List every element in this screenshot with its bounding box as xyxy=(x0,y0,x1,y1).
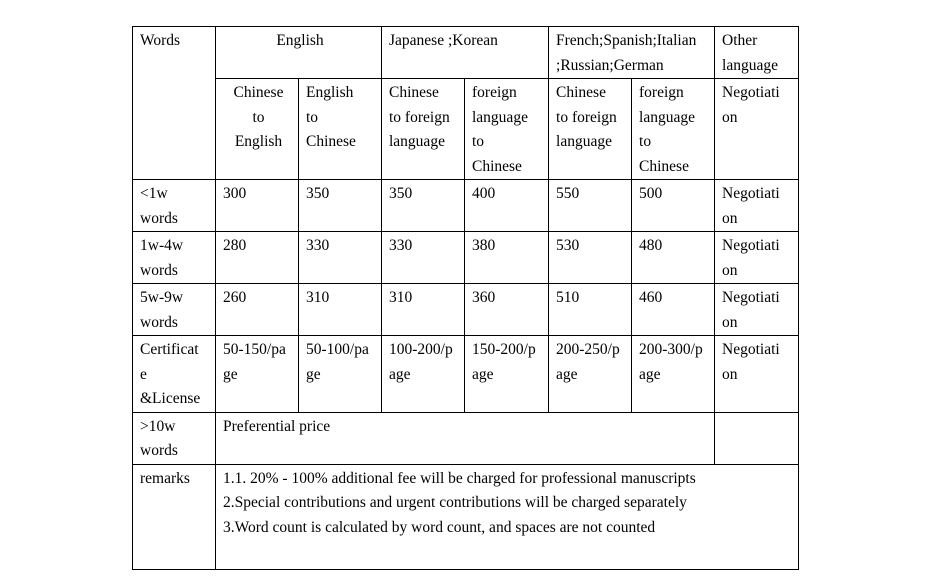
table-cell: 280 xyxy=(216,232,299,284)
table-cell: Negotiati on xyxy=(715,336,799,413)
remarks-row xyxy=(133,464,799,570)
header-row xyxy=(133,27,799,79)
jk-foreign-to-chinese-header: foreign language to Chinese xyxy=(465,79,549,180)
table-cell: 330 xyxy=(299,232,382,284)
table-cell: 50-100/pa ge xyxy=(299,336,382,413)
preferential-price-cell: Preferential price xyxy=(216,412,715,464)
table-cell: 260 xyxy=(216,284,299,336)
table-cell: 100-200/p age xyxy=(382,336,465,413)
price-table xyxy=(132,26,799,570)
remarks-line: 2.Special contributions and urgent contributions will be charged separately xyxy=(223,494,687,511)
table-row xyxy=(133,336,799,413)
row-label: Certificat e &License xyxy=(133,336,216,413)
table-cell: 380 xyxy=(465,232,549,284)
table-cell: 360 xyxy=(465,284,549,336)
table-cell: Negotiati on xyxy=(715,232,799,284)
words-header: Words xyxy=(133,27,216,180)
other-negotiation-header: Negotiati on xyxy=(715,79,799,180)
table-cell: 310 xyxy=(382,284,465,336)
japanese-korean-header: Japanese ;Korean xyxy=(382,27,549,79)
european-languages-header: French;Spanish;Italian ;Russian;German xyxy=(549,27,715,79)
table-cell: 510 xyxy=(549,284,632,336)
table-cell: 330 xyxy=(382,232,465,284)
subheader-row xyxy=(133,79,799,180)
remarks-line: 1.1. 20% - 100% additional fee will be charged for professional manuscripts xyxy=(223,469,696,487)
table-cell: Negotiati on xyxy=(715,180,799,232)
table-cell: 150-200/p age xyxy=(465,336,549,413)
table-cell: 350 xyxy=(299,180,382,232)
other-language-header: Other language xyxy=(715,27,799,79)
jk-chinese-to-foreign-header: Chinese to foreign language xyxy=(382,79,465,180)
table-row xyxy=(133,232,799,284)
table-cell: Negotiati on xyxy=(715,284,799,336)
table-cell: 500 xyxy=(632,180,715,232)
table-row xyxy=(133,180,799,232)
row-label: 5w-9w words xyxy=(133,284,216,336)
table-row xyxy=(133,284,799,336)
english-header: English xyxy=(216,27,382,79)
table-cell: 480 xyxy=(632,232,715,284)
remarks-cell xyxy=(216,464,799,570)
table-cell: 50-150/pa ge xyxy=(216,336,299,413)
table-cell: 460 xyxy=(632,284,715,336)
table-cell: 550 xyxy=(549,180,632,232)
chinese-to-english-header: Chinese to English xyxy=(216,79,299,180)
remarks-label: remarks xyxy=(133,464,216,570)
row-label: 1w-4w words xyxy=(133,232,216,284)
table-cell: 300 xyxy=(216,180,299,232)
table-cell: 200-300/p age xyxy=(632,336,715,413)
row-label: <1w words xyxy=(133,180,216,232)
table-cell: 530 xyxy=(549,232,632,284)
table-cell: 310 xyxy=(299,284,382,336)
remarks-line: 3.Word count is calculated by word count, and spaces are not counted xyxy=(223,518,656,536)
fsi-chinese-to-foreign-header: Chinese to foreign language xyxy=(549,79,632,180)
table-cell: 200-250/p age xyxy=(549,336,632,413)
table-cell xyxy=(715,412,799,464)
table-cell: 350 xyxy=(382,180,465,232)
table-row xyxy=(133,412,799,464)
table-cell: 400 xyxy=(465,180,549,232)
english-to-chinese-header: English to Chinese xyxy=(299,79,382,180)
row-label: >10w words xyxy=(133,412,216,464)
fsi-foreign-to-chinese-header: foreign language to Chinese xyxy=(632,79,715,180)
